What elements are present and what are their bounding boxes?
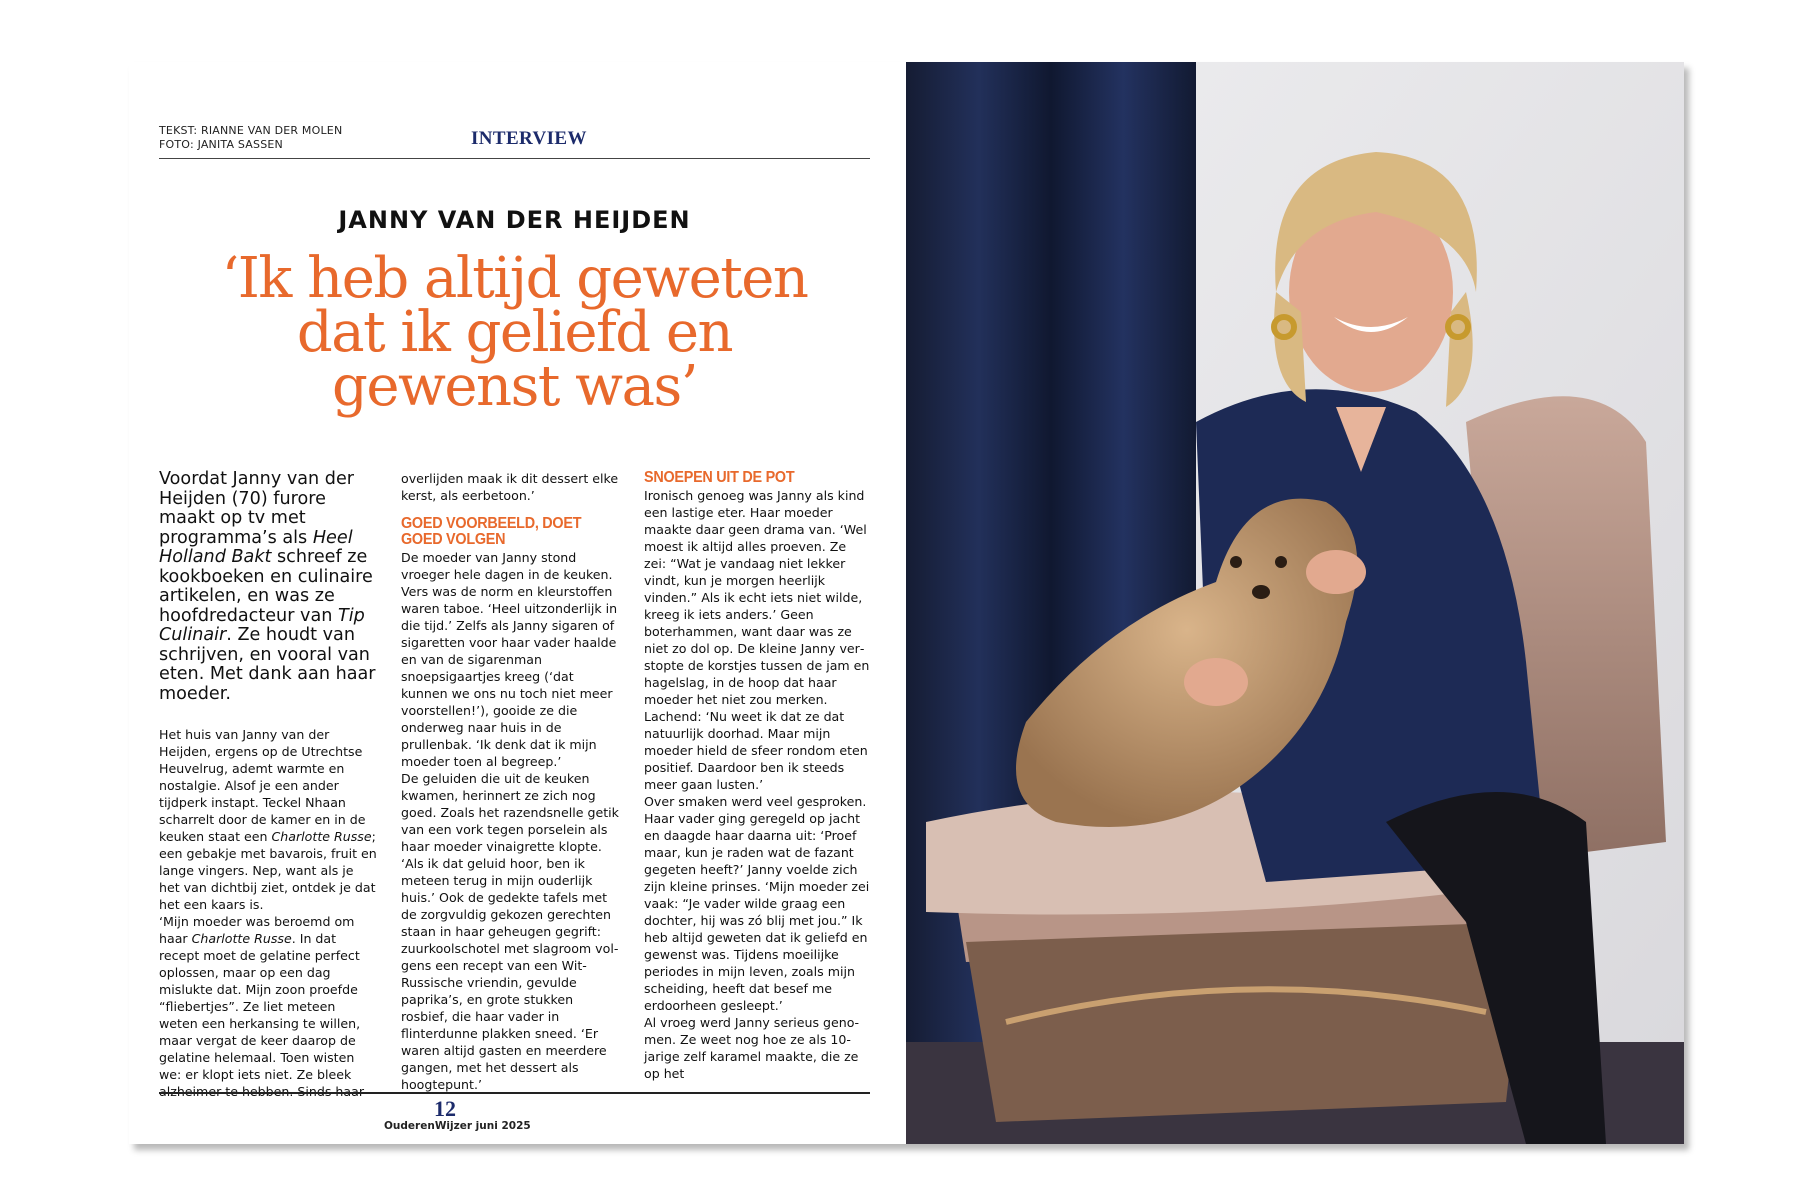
intro-show-title: Heel Holland Bakt bbox=[159, 527, 353, 567]
headline-line-3: gewenst was’ bbox=[331, 354, 698, 419]
intro-text-3: . Ze houdt van schrijven, en vooral van eten. Met dank aan haar moeder. bbox=[159, 625, 376, 704]
publication-info: OuderenWijzer juni 2025 bbox=[384, 1120, 531, 1132]
credits bbox=[159, 124, 342, 152]
body-paragraph bbox=[159, 726, 378, 913]
body-paragraph: De moeder van Janny stond vroeger hele dagen in de keuken. Vers was de norm en kleurstoffen waren taboe. ‘Heel uitzonderlijk in die tijd.’ Zelfs als Janny sigaren of sigaretten voor haar vader haalde en van de sigarenman snoepsigaartjes kreeg (‘dat kunnen we ons nu toch niet meer voorstellen!’), gooide ze die onderweg naar huis in de prullenbak. ‘Ik denk dat ik mijn moeder toen al begreep.’ bbox=[401, 550, 618, 769]
headline-line-1: ‘Ik heb altijd geweten bbox=[221, 246, 808, 311]
body-paragraph: De geluiden die uit de keuken kwamen, herinnert ze zich nog goed. Zoals het razendsnelle getik van een vork tegen porselein als haar moeder vinaigrette klopte. ‘Als ik dat geluid hoor, ben ik meteen terug in mijn ouderlijk huis.’ Ook de gedekte tafels met de zorgvuldig gekozen gerechten staan in haar geheugen gegrift: zuurkoolschotel met slagroom volgens een recept van een Wit-Russische vriendin, gevulde paprika’s, en grote stukken rosbief, die haar vader in flinterdunne plakken sneed. ‘Er waren altijd gasten en meerdere gangen, met het dessert als hoogtepunt.’ bbox=[401, 771, 619, 1092]
subheading-goed-voorbeeld: GOED VOORBEELD, DOET GOED VOLGEN bbox=[401, 515, 582, 548]
portrait-photo bbox=[906, 62, 1684, 1144]
intro-text-1: Voordat Janny van der Heijden (70) furore maakt op tv met programma’s als bbox=[159, 469, 354, 548]
body-paragraph bbox=[159, 913, 378, 1100]
headline bbox=[149, 246, 880, 419]
body-paragraph: Al vroeg werd Janny serieus genomen. Ze weet nog hoe ze als 10-jarige zelf karamel maakte, die ze op het bbox=[644, 1015, 860, 1081]
page-number: 12 bbox=[434, 1096, 456, 1121]
kicker-name: JANNY VAN DER HEIJDEN bbox=[338, 206, 691, 234]
photo-credit: FOTO: JANITA SASSEN bbox=[159, 138, 283, 151]
body-paragraph: Ironisch genoeg was Janny als kind een lastige eter. Haar moeder maakte daar geen drama van. ‘Wel moest ik altijd alles proeven. Ze zei: “Wat je vandaag niet lekker vindt, kun je morgen heerlijk vinden.” Als ik echt iets niet wilde, kreeg ik iets anders.’ Geen boterhammen, want daar was ze niet zo dol op. De kleine Janny verstopte de korstjes tussen de jam en hagelslag, in de hoop dat haar moeder het niet zou merken. Lachend: ‘Nu weet ik dat ze dat natuurlijk doorhad. Maar mijn moeder hield de sfeer rondom eten positief. Daardoor ben ik steeds meer gaan lusten.’ bbox=[644, 488, 870, 792]
body-text: ; een gebakje met bavarois, fruit en lange vingers. Nep, want als je het van dichtbij ziet, ontdek je dat het een kaars is. bbox=[159, 829, 377, 912]
body-paragraph: Over smaken werd veel gesproken. Haar vader ging geregeld op jacht en daagde haar daarna uit: ‘Proef maar, kun je raden wat de fazant gegeten heeft?’ Janny voelde zich zijn kleine prinses. ‘Mijn moeder zei vaak: “Je vader wilde graag een dochter, hij was zó blij met jou.” Ik heb altijd geweten dat ik geliefd en gewenst was. Tijdens moeilijke periodes in mijn leven, zoals mijn scheiding, heeft dat besef me erdoorheen gesleept.’ bbox=[644, 794, 870, 1013]
intro-paragraph bbox=[159, 470, 378, 704]
column-3 bbox=[644, 470, 870, 1082]
column-2 bbox=[401, 470, 620, 1093]
body-text: Het huis van Janny van der Heijden, ergens op de Utrechtse Heuvelrug, ademt warmte en nostalgie. Alsof je een ander tijdperk instapt. Teckel Nhaan scharrelt door de kamer en in de keuken staat een bbox=[159, 727, 366, 844]
section-label: INTERVIEW bbox=[471, 128, 587, 149]
intro-text-2: schreef ze kookboeken en culinaire artikelen, en was ze hoofdredacteur van bbox=[159, 547, 373, 626]
subheading-snoepen: SNOEPEN UIT DE POT bbox=[644, 469, 795, 486]
body-paragraph: overlijden maak ik dit dessert elke kerst, als eerbetoon.’ bbox=[401, 471, 619, 503]
body-text: . In dat recept moet de gelatine perfect oplossen, maar op een dag mislukte dat. Mijn zoon proefde “fliebertjes”. Ze liet meteen weten een herkansing te willen, maar vergat de keer daarop de gelatine helemaal. Toen wisten we: er klopt iets niet. Ze bleek bbox=[159, 931, 361, 1082]
portrait-illustration bbox=[906, 62, 1684, 1144]
text-credit: TEKST: RIANNE VAN DER MOLEN bbox=[159, 124, 343, 137]
bottom-rule bbox=[159, 1092, 870, 1094]
magazine-spread bbox=[129, 62, 1684, 1144]
left-page bbox=[129, 62, 906, 1144]
body-italic: Charlotte Russe bbox=[191, 931, 292, 946]
body-italic: Charlotte Russe bbox=[271, 829, 372, 844]
column-1 bbox=[159, 470, 378, 1100]
body-text: ‘Mijn moeder was beroemd om haar bbox=[159, 914, 355, 946]
top-rule bbox=[159, 158, 870, 159]
intro-magazine-title: Tip Culinair bbox=[159, 605, 365, 645]
headline-line-2: dat ik geliefd en bbox=[296, 300, 733, 365]
